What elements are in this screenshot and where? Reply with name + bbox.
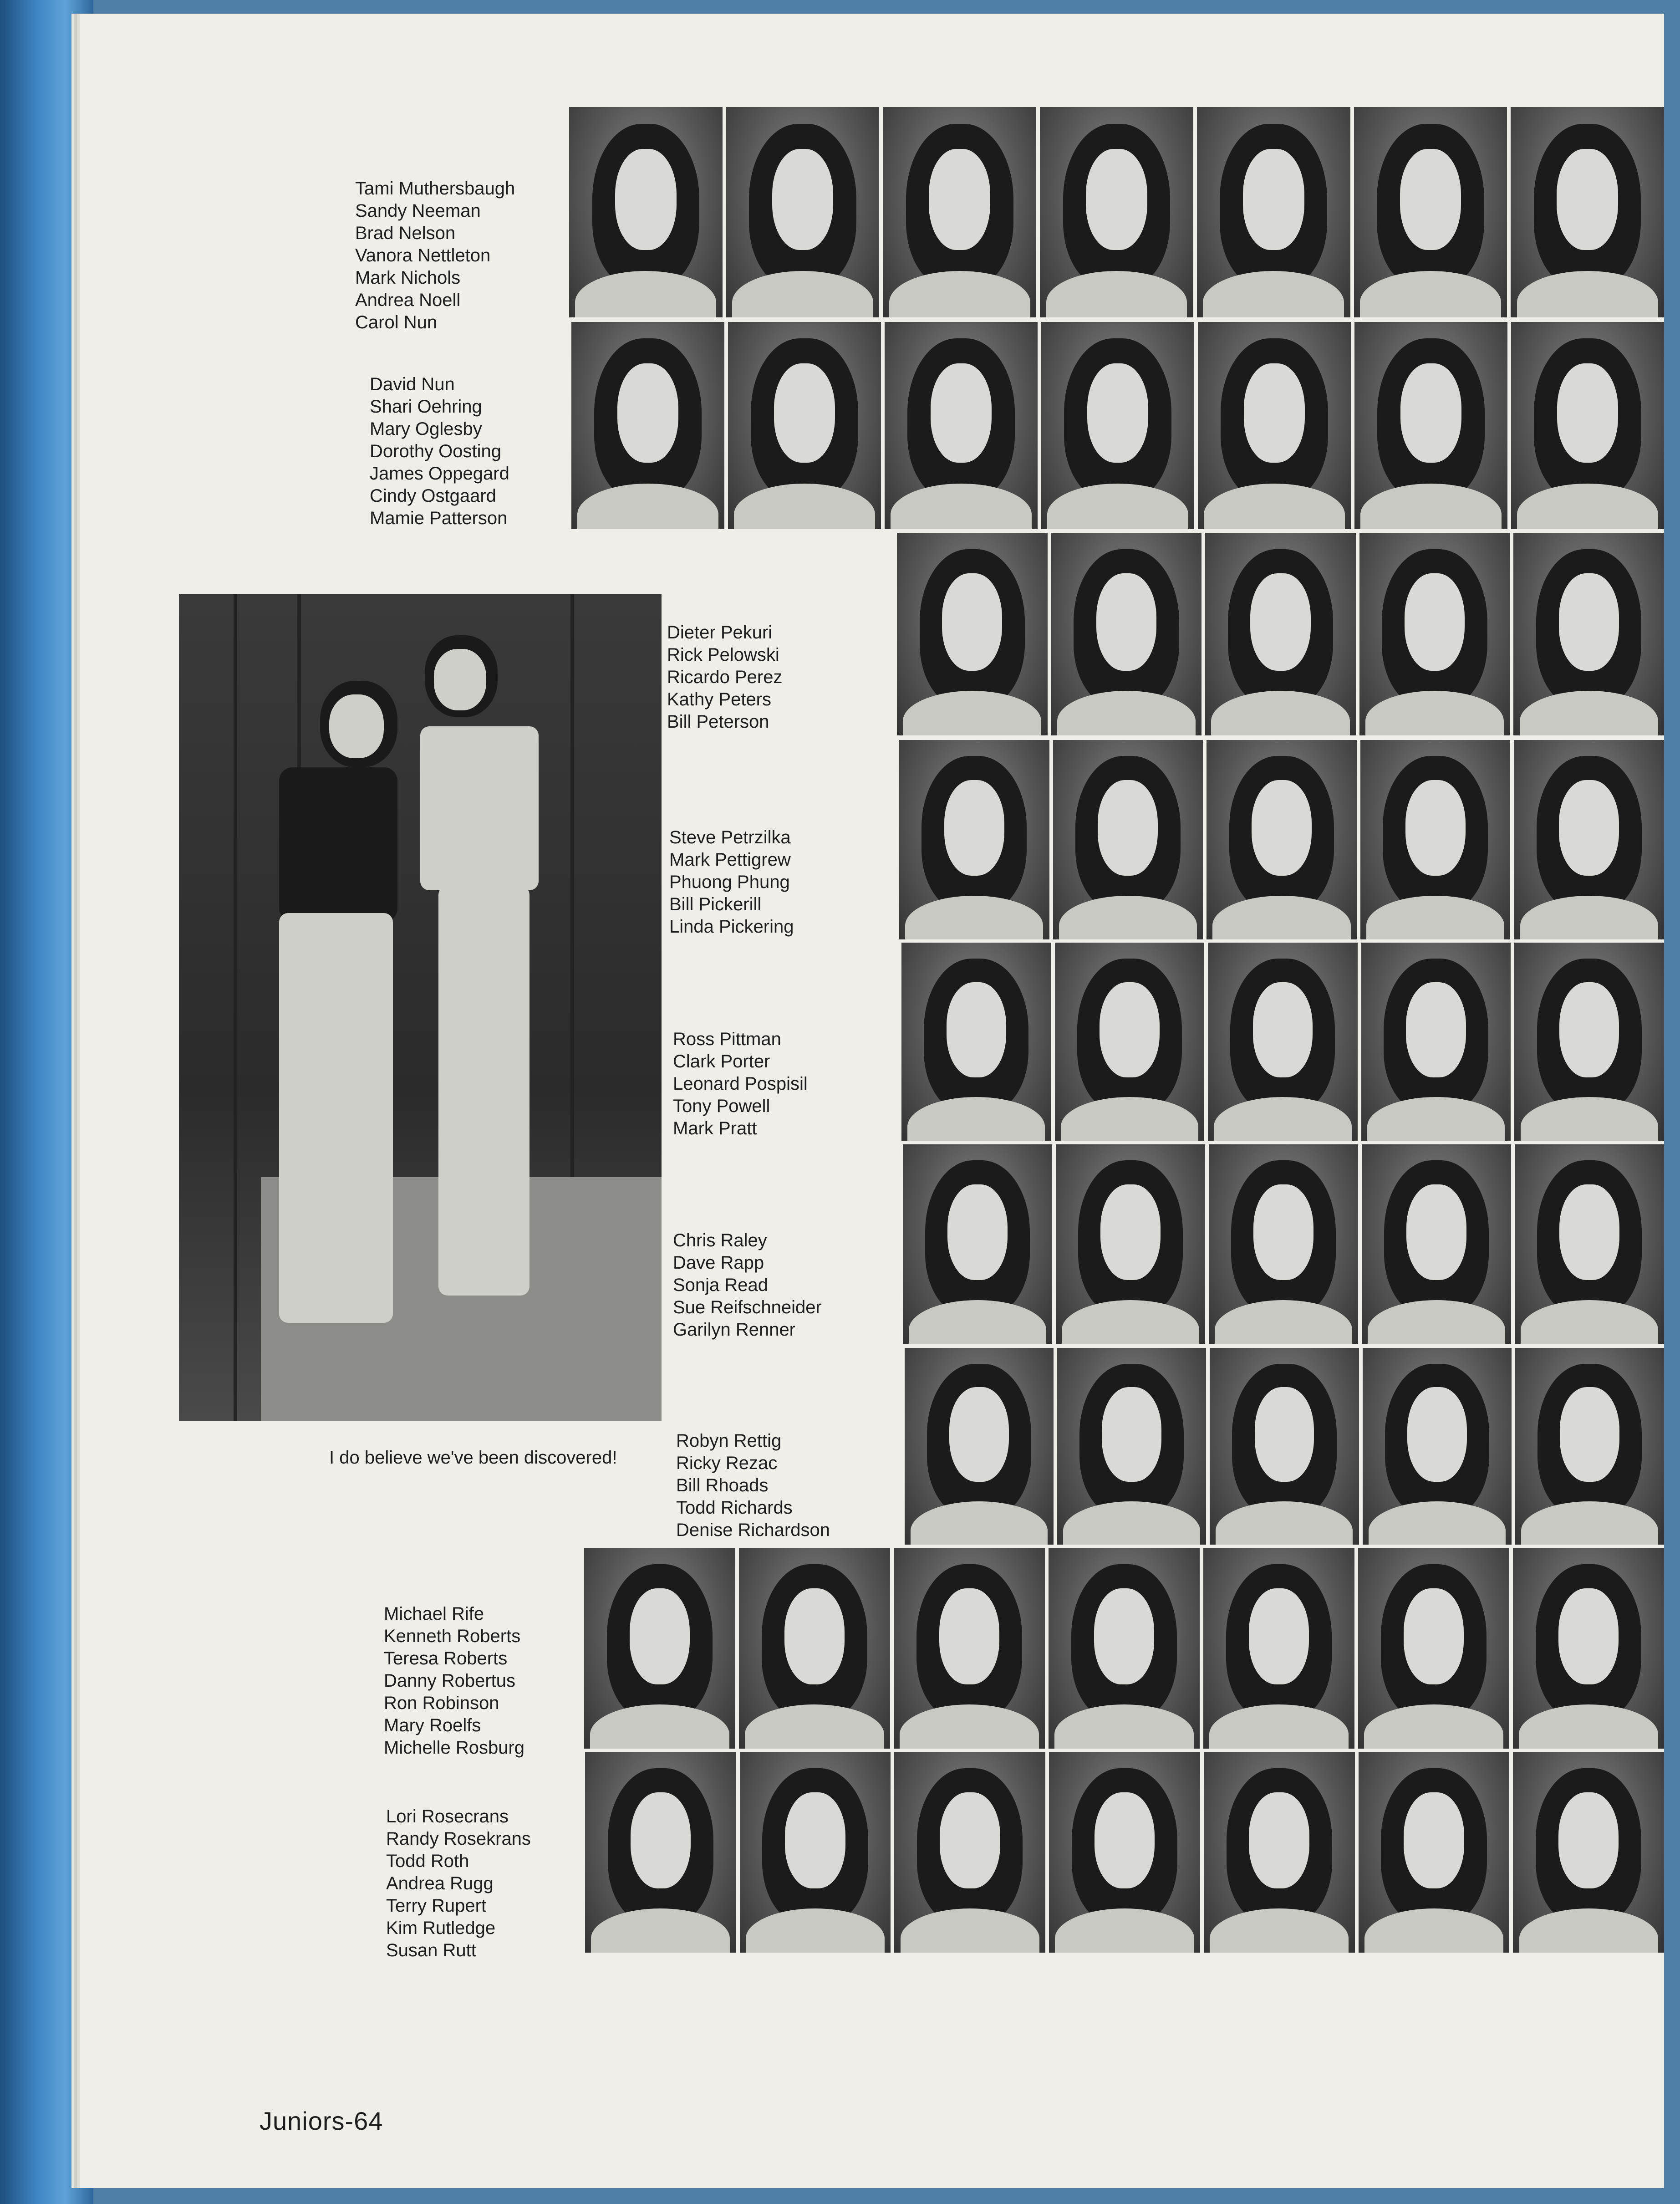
student-name: Linda Pickering — [669, 917, 794, 937]
student-name: Bill Pickerill — [669, 894, 762, 914]
student-portrait — [1055, 943, 1205, 1141]
student-name: Mark Pettigrew — [669, 850, 791, 870]
student-portrait — [894, 1752, 1045, 1953]
student-portrait — [1209, 1144, 1358, 1344]
student-portrait — [1515, 1348, 1664, 1545]
student-name: David Nun — [370, 374, 455, 394]
student-name: Chris Raley — [673, 1230, 767, 1250]
portrait-row-4 — [899, 740, 1664, 939]
name-list-group-7 — [676, 1430, 830, 1541]
portrait-row-1 — [569, 107, 1664, 317]
student-name: Mamie Patterson — [370, 508, 508, 528]
student-portrait — [1205, 533, 1356, 735]
student-portrait — [901, 943, 1051, 1141]
student-name: Mary Roelfs — [384, 1715, 481, 1735]
student-portrait — [1197, 107, 1350, 317]
student-portrait — [1207, 740, 1357, 939]
student-name: Bill Rhoads — [676, 1475, 769, 1495]
student-name: Ricky Rezac — [676, 1453, 778, 1473]
photo-caption: I do believe we've been discovered! — [329, 1448, 617, 1468]
student-portrait — [1514, 740, 1664, 939]
student-name: Todd Richards — [676, 1498, 793, 1518]
student-portrait — [739, 1548, 890, 1749]
student-name: Randy Rosekrans — [386, 1829, 531, 1849]
student-name: Danny Robertus — [384, 1671, 516, 1691]
student-name: Shari Oehring — [370, 397, 482, 417]
student-name: James Oppegard — [370, 464, 509, 484]
student-portrait — [1049, 1752, 1200, 1953]
student-name: Dieter Pekuri — [667, 622, 773, 643]
page-folio: Juniors-64 — [260, 2107, 383, 2135]
student-name: Rick Pelowski — [667, 645, 779, 665]
name-list-group-5 — [673, 1028, 808, 1140]
name-list-group-3 — [667, 622, 782, 733]
portrait-row-7 — [905, 1348, 1664, 1545]
student-name: Dorothy Oosting — [370, 441, 502, 461]
yearbook-page — [80, 14, 1664, 2188]
student-portrait — [1513, 1548, 1664, 1749]
name-list-group-4 — [669, 826, 794, 938]
student-name: Todd Roth — [386, 1851, 469, 1871]
name-list-group-6 — [673, 1230, 822, 1341]
student-name: Ron Robinson — [384, 1693, 499, 1713]
student-portrait — [1361, 943, 1511, 1141]
student-portrait — [728, 322, 881, 529]
student-name: Leonard Pospisil — [673, 1074, 808, 1094]
student-portrait — [1362, 1144, 1511, 1344]
student-portrait — [1210, 1348, 1359, 1545]
student-portrait — [1359, 1752, 1510, 1953]
student-portrait — [1511, 322, 1664, 529]
student-name: Andrea Noell — [355, 290, 461, 310]
student-portrait — [571, 322, 724, 529]
portrait-row-9 — [585, 1752, 1664, 1953]
student-portrait — [894, 1548, 1045, 1749]
student-portrait — [569, 107, 723, 317]
student-portrait — [1511, 107, 1664, 317]
student-portrait — [1359, 533, 1510, 735]
student-name: Clark Porter — [673, 1051, 770, 1071]
student-name: Kathy Peters — [667, 689, 772, 709]
student-portrait — [1203, 1548, 1354, 1749]
student-portrait — [585, 1752, 736, 1953]
student-name: Ross Pittman — [673, 1029, 781, 1049]
student-name: Sue Reifschneider — [673, 1297, 822, 1317]
student-portrait — [1040, 107, 1193, 317]
student-portrait — [1056, 1144, 1205, 1344]
student-name: Carol Nun — [355, 312, 438, 332]
student-portrait — [903, 1144, 1052, 1344]
student-portrait — [584, 1548, 735, 1749]
student-name: Phuong Phung — [669, 872, 790, 892]
student-portrait — [740, 1752, 891, 1953]
student-portrait — [1041, 322, 1194, 529]
student-name: Kim Rutledge — [386, 1918, 496, 1938]
student-name: Susan Rutt — [386, 1940, 476, 1960]
student-name: Sandy Neeman — [355, 201, 481, 221]
student-portrait — [905, 1348, 1054, 1545]
student-name: Teresa Roberts — [384, 1648, 508, 1668]
student-name: Denise Richardson — [676, 1520, 830, 1540]
student-portrait — [1053, 740, 1203, 939]
student-name: Steve Petrzilka — [669, 827, 791, 847]
student-name: Robyn Rettig — [676, 1431, 782, 1451]
student-name: Michelle Rosburg — [384, 1738, 525, 1758]
name-list-group-2 — [370, 373, 509, 530]
candid-photo — [179, 594, 662, 1421]
name-list-group-8 — [384, 1603, 524, 1759]
student-name: Dave Rapp — [673, 1253, 764, 1273]
student-portrait — [1051, 533, 1202, 735]
student-name: Mark Pratt — [673, 1118, 757, 1138]
student-name: Cindy Ostgaard — [370, 486, 496, 506]
student-name: Mary Oglesby — [370, 419, 482, 439]
student-name: Tami Muthersbaugh — [355, 179, 515, 199]
student-portrait — [899, 740, 1049, 939]
portrait-row-2 — [571, 322, 1664, 529]
student-name: Vanora Nettleton — [355, 245, 491, 265]
student-name: Lori Rosecrans — [386, 1806, 509, 1826]
student-portrait — [1363, 1348, 1512, 1545]
student-portrait — [1354, 322, 1507, 529]
student-portrait — [1198, 322, 1351, 529]
student-name: Michael Rife — [384, 1604, 484, 1624]
portrait-row-8 — [584, 1548, 1664, 1749]
student-portrait — [1358, 1548, 1509, 1749]
student-portrait — [897, 533, 1048, 735]
student-name: Kenneth Roberts — [384, 1626, 521, 1646]
portrait-row-3 — [897, 533, 1664, 735]
student-portrait — [1057, 1348, 1206, 1545]
student-portrait — [1049, 1548, 1200, 1749]
student-name: Garilyn Renner — [673, 1320, 796, 1340]
student-portrait — [726, 107, 880, 317]
student-name: Sonja Read — [673, 1275, 769, 1295]
student-portrait — [1354, 107, 1507, 317]
student-portrait — [883, 107, 1036, 317]
student-name: Mark Nichols — [355, 268, 461, 288]
student-name: Terry Rupert — [386, 1896, 487, 1916]
portrait-row-6 — [903, 1144, 1664, 1344]
student-name: Tony Powell — [673, 1096, 770, 1116]
student-name: Andrea Rugg — [386, 1873, 494, 1893]
student-portrait — [1360, 740, 1511, 939]
student-portrait — [1514, 943, 1664, 1141]
portrait-row-5 — [901, 943, 1664, 1141]
student-portrait — [1204, 1752, 1355, 1953]
student-portrait — [885, 322, 1038, 529]
student-portrait — [1208, 943, 1358, 1141]
student-name: Bill Peterson — [667, 712, 769, 732]
student-portrait — [1515, 1144, 1664, 1344]
name-list-group-9 — [386, 1806, 531, 1962]
student-name: Brad Nelson — [355, 223, 456, 243]
student-portrait — [1513, 533, 1664, 735]
student-portrait — [1513, 1752, 1664, 1953]
name-list-group-1 — [355, 178, 515, 334]
student-name: Ricardo Perez — [667, 667, 783, 687]
